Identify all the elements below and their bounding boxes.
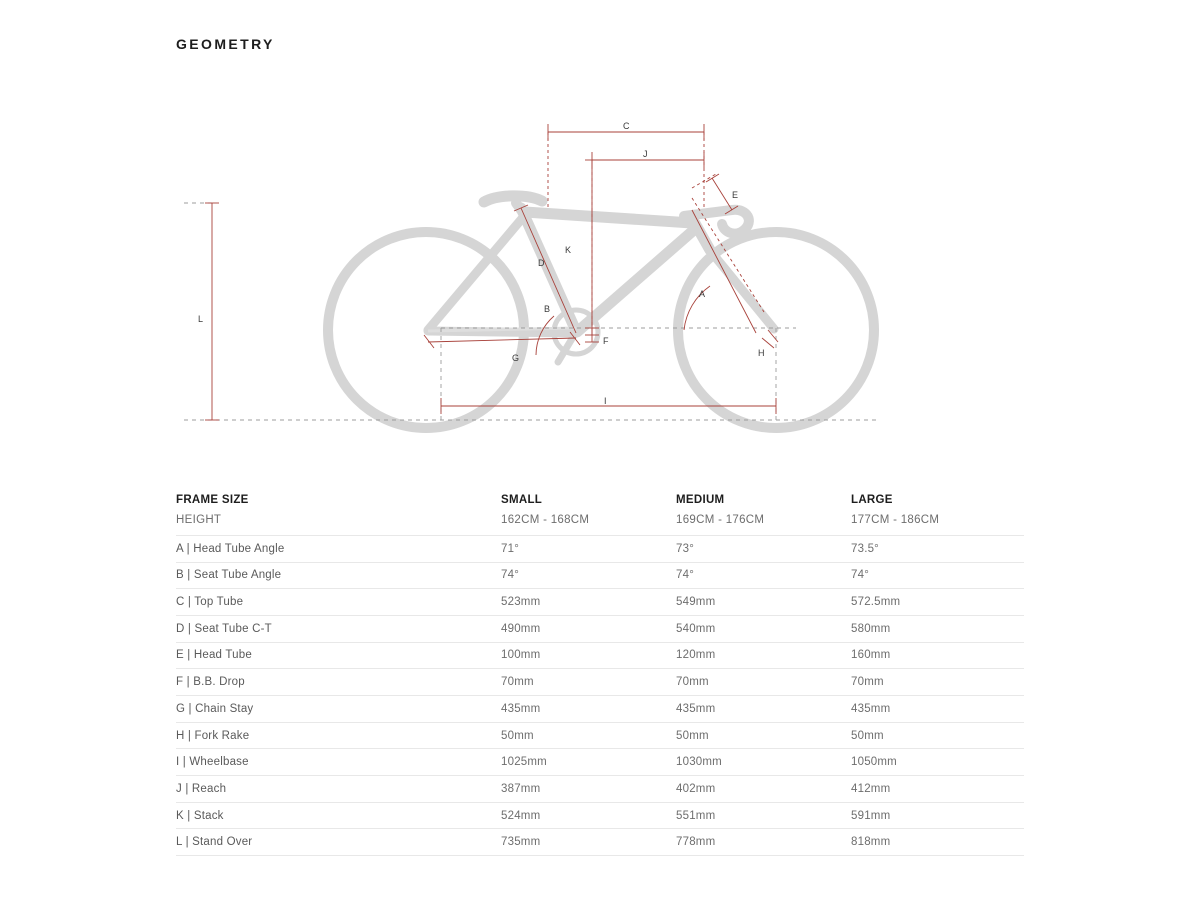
row-small: 71° bbox=[501, 542, 519, 555]
row-large: 70mm bbox=[851, 676, 884, 689]
row-large: 50mm bbox=[851, 729, 884, 742]
row-small: 70mm bbox=[501, 676, 534, 689]
table-row bbox=[176, 669, 1024, 696]
header-small: SMALL bbox=[501, 493, 543, 506]
table-row bbox=[176, 615, 1024, 642]
label-a: A bbox=[699, 289, 706, 299]
row-label: B | Seat Tube Angle bbox=[176, 569, 282, 582]
row-small: 490mm bbox=[501, 622, 541, 635]
subheader-medium-range: 169CM - 176CM bbox=[676, 514, 765, 527]
row-large: 73.5° bbox=[851, 542, 879, 555]
row-medium: 402mm bbox=[676, 782, 716, 795]
geometry-table bbox=[176, 482, 1024, 856]
table-row bbox=[176, 535, 1024, 562]
row-medium: 1030mm bbox=[676, 756, 722, 769]
header-large: LARGE bbox=[851, 493, 893, 506]
table-row bbox=[176, 749, 1024, 776]
label-c: C bbox=[623, 121, 630, 131]
row-small: 524mm bbox=[501, 809, 541, 822]
table-row bbox=[176, 802, 1024, 829]
row-medium: 120mm bbox=[676, 649, 716, 662]
row-small: 387mm bbox=[501, 782, 541, 795]
row-large: 1050mm bbox=[851, 756, 897, 769]
label-f: F bbox=[603, 336, 609, 346]
dim-d-line bbox=[521, 208, 576, 333]
label-g: G bbox=[512, 353, 520, 363]
row-medium: 435mm bbox=[676, 702, 716, 715]
row-medium: 540mm bbox=[676, 622, 716, 635]
row-label: A | Head Tube Angle bbox=[176, 542, 285, 555]
row-label: I | Wheelbase bbox=[176, 756, 249, 769]
table-row bbox=[176, 589, 1024, 616]
row-label: F | B.B. Drop bbox=[176, 676, 245, 689]
header-frame-size: FRAME SIZE bbox=[176, 493, 249, 506]
label-h: H bbox=[758, 348, 765, 358]
row-medium: 73° bbox=[676, 542, 694, 555]
row-label: E | Head Tube bbox=[176, 649, 252, 662]
dim-h-line bbox=[762, 338, 774, 348]
subheader-height: HEIGHT bbox=[176, 514, 222, 527]
header-medium: MEDIUM bbox=[676, 493, 725, 506]
row-small: 100mm bbox=[501, 649, 541, 662]
label-j: J bbox=[643, 149, 648, 159]
row-large: 160mm bbox=[851, 649, 891, 662]
table-header-row bbox=[176, 482, 1024, 509]
row-small: 523mm bbox=[501, 596, 541, 609]
row-label: D | Seat Tube C-T bbox=[176, 622, 272, 635]
row-large: 572.5mm bbox=[851, 596, 901, 609]
label-k: K bbox=[565, 245, 572, 255]
row-medium: 778mm bbox=[676, 836, 716, 849]
row-large: 818mm bbox=[851, 836, 891, 849]
dim-e-line bbox=[712, 178, 732, 210]
row-medium: 50mm bbox=[676, 729, 709, 742]
row-large: 412mm bbox=[851, 782, 891, 795]
label-i: I bbox=[604, 396, 607, 406]
row-small: 1025mm bbox=[501, 756, 547, 769]
row-label: K | Stack bbox=[176, 809, 224, 822]
table-subheader-row bbox=[176, 509, 1024, 536]
row-label: L | Stand Over bbox=[176, 836, 253, 849]
row-large: 435mm bbox=[851, 702, 891, 715]
row-label: G | Chain Stay bbox=[176, 702, 254, 715]
subheader-small-range: 162CM - 168CM bbox=[501, 514, 590, 527]
row-medium: 549mm bbox=[676, 596, 716, 609]
label-l: L bbox=[198, 314, 204, 324]
table-row bbox=[176, 562, 1024, 589]
label-d: D bbox=[538, 258, 545, 268]
row-large: 74° bbox=[851, 569, 869, 582]
row-large: 580mm bbox=[851, 622, 891, 635]
subheader-large-range: 177CM - 186CM bbox=[851, 514, 940, 527]
table-row bbox=[176, 776, 1024, 803]
bike-silhouette-graphic bbox=[328, 196, 874, 428]
row-medium: 551mm bbox=[676, 809, 716, 822]
row-small: 50mm bbox=[501, 729, 534, 742]
table-row bbox=[176, 642, 1024, 669]
row-label: J | Reach bbox=[176, 782, 227, 795]
row-small: 435mm bbox=[501, 702, 541, 715]
row-label: C | Top Tube bbox=[176, 596, 244, 609]
row-medium: 74° bbox=[676, 569, 694, 582]
row-large: 591mm bbox=[851, 809, 891, 822]
row-label: H | Fork Rake bbox=[176, 729, 250, 742]
row-small: 74° bbox=[501, 569, 519, 582]
table-row bbox=[176, 696, 1024, 723]
dimension-lines bbox=[184, 124, 876, 420]
label-b: B bbox=[544, 304, 551, 314]
row-small: 735mm bbox=[501, 836, 541, 849]
page-title: GEOMETRY bbox=[176, 36, 275, 52]
geometry-diagram bbox=[176, 90, 1024, 460]
table-row bbox=[176, 722, 1024, 749]
label-e: E bbox=[732, 190, 739, 200]
row-medium: 70mm bbox=[676, 676, 709, 689]
table-row bbox=[176, 829, 1024, 856]
